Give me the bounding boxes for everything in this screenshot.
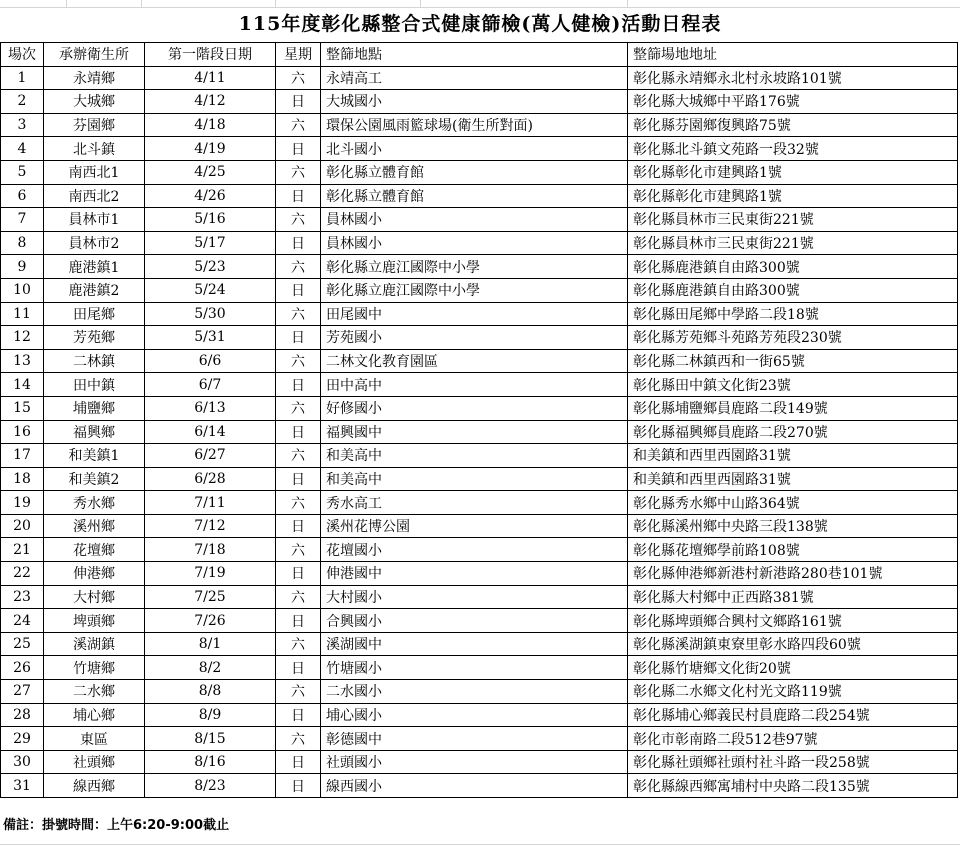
venue-address-cell: 彰化縣北斗鎮文苑路一段32號: [628, 137, 958, 161]
weekday-cell: 日: [276, 373, 321, 397]
session-number-cell: 21: [1, 538, 44, 562]
health-center-cell: 鹿港鎮2: [44, 278, 145, 302]
screening-location-cell: 彰化縣立鹿江國際中小學: [321, 278, 628, 302]
header-health-center: 承辦衛生所: [44, 43, 145, 67]
first-stage-date-cell: 5/23: [145, 255, 276, 279]
weekday-cell: 日: [276, 137, 321, 161]
table-row: [1, 255, 958, 279]
health-center-cell: 芳苑鄉: [44, 326, 145, 350]
document-title: 115年度彰化縣整合式健康篩檢(萬人健檢)活動日程表: [238, 13, 722, 35]
health-center-cell: 福興鄉: [44, 420, 145, 444]
screening-location-cell: 合興國小: [321, 609, 628, 633]
health-center-cell: 北斗鎮: [44, 137, 145, 161]
venue-address-cell: 和美鎮和西里西園路31號: [628, 444, 958, 468]
health-center-cell: 伸港鄉: [44, 562, 145, 586]
health-center-cell: 員林市1: [44, 208, 145, 232]
venue-address-cell: 彰化市彰南路二段512巷97號: [628, 727, 958, 751]
weekday-cell: 六: [276, 302, 321, 326]
venue-address-cell: 彰化縣線西鄉寓埔村中央路二段135號: [628, 774, 958, 798]
first-stage-date-cell: 5/16: [145, 208, 276, 232]
screening-location-cell: 二水國小: [321, 680, 628, 704]
table-row: [1, 302, 958, 326]
screening-location-cell: 福興國中: [321, 420, 628, 444]
session-number-cell: 28: [1, 703, 44, 727]
weekday-cell: 六: [276, 66, 321, 90]
session-number-cell: 15: [1, 396, 44, 420]
table-row: [1, 727, 958, 751]
weekday-cell: 六: [276, 538, 321, 562]
session-number-cell: 22: [1, 562, 44, 586]
screening-location-cell: 芳苑國小: [321, 326, 628, 350]
table-row: [1, 278, 958, 302]
venue-address-cell: 彰化縣福興鄉員鹿路二段270號: [628, 420, 958, 444]
first-stage-date-cell: 4/12: [145, 90, 276, 114]
table-row: [1, 231, 958, 255]
session-number-cell: 8: [1, 231, 44, 255]
table-row: [1, 609, 958, 633]
schedule-table: [0, 42, 958, 798]
health-center-cell: 二林鎮: [44, 349, 145, 373]
weekday-cell: 日: [276, 278, 321, 302]
weekday-cell: 日: [276, 774, 321, 798]
screening-location-cell: 二林文化教育園區: [321, 349, 628, 373]
first-stage-date-cell: 5/24: [145, 278, 276, 302]
weekday-cell: 日: [276, 231, 321, 255]
weekday-cell: 六: [276, 727, 321, 751]
screening-location-cell: 竹塘國小: [321, 656, 628, 680]
weekday-cell: 日: [276, 90, 321, 114]
session-number-cell: 13: [1, 349, 44, 373]
table-row: [1, 66, 958, 90]
screening-location-cell: 花壇國小: [321, 538, 628, 562]
session-number-cell: 9: [1, 255, 44, 279]
health-center-cell: 線西鄉: [44, 774, 145, 798]
session-number-cell: 30: [1, 750, 44, 774]
table-row: [1, 750, 958, 774]
session-number-cell: 12: [1, 326, 44, 350]
header-venue-address: 整篩場地地址: [628, 43, 958, 67]
table-row: [1, 396, 958, 420]
session-number-cell: 17: [1, 444, 44, 468]
venue-address-cell: 彰化縣鹿港鎮自由路300號: [628, 255, 958, 279]
venue-address-cell: 彰化縣彰化市建興路1號: [628, 160, 958, 184]
session-number-cell: 11: [1, 302, 44, 326]
first-stage-date-cell: 4/26: [145, 184, 276, 208]
table-row: [1, 467, 958, 491]
weekday-cell: 日: [276, 703, 321, 727]
weekday-cell: 六: [276, 632, 321, 656]
screening-location-cell: 伸港國中: [321, 562, 628, 586]
table-row: [1, 562, 958, 586]
session-number-cell: 25: [1, 632, 44, 656]
venue-address-cell: 彰化縣埔心鄉義民村員鹿路二段254號: [628, 703, 958, 727]
footnote-registration-time: 備註：掛號時間：上午6:20-9:00截止: [3, 818, 230, 833]
session-number-cell: 10: [1, 278, 44, 302]
table-row: [1, 703, 958, 727]
header-session: 場次: [1, 43, 44, 67]
screening-location-cell: 好修國小: [321, 396, 628, 420]
health-center-cell: 東區: [44, 727, 145, 751]
first-stage-date-cell: 5/31: [145, 326, 276, 350]
weekday-cell: 六: [276, 160, 321, 184]
first-stage-date-cell: 4/11: [145, 66, 276, 90]
session-number-cell: 14: [1, 373, 44, 397]
venue-address-cell: 彰化縣芳苑鄉斗苑路芳苑段230號: [628, 326, 958, 350]
table-row: [1, 514, 958, 538]
weekday-cell: 六: [276, 255, 321, 279]
first-stage-date-cell: 7/12: [145, 514, 276, 538]
table-row: [1, 349, 958, 373]
session-number-cell: 4: [1, 137, 44, 161]
first-stage-date-cell: 4/25: [145, 160, 276, 184]
first-stage-date-cell: 6/14: [145, 420, 276, 444]
session-number-cell: 27: [1, 680, 44, 704]
health-center-cell: 溪州鄉: [44, 514, 145, 538]
table-row: [1, 444, 958, 468]
session-number-cell: 29: [1, 727, 44, 751]
first-stage-date-cell: 4/19: [145, 137, 276, 161]
weekday-cell: 六: [276, 208, 321, 232]
first-stage-date-cell: 7/26: [145, 609, 276, 633]
sheet-gridline: [0, 844, 960, 845]
table-header-row: [1, 43, 958, 67]
venue-address-cell: 彰化縣永靖鄉永北村永坡路101號: [628, 66, 958, 90]
session-number-cell: 2: [1, 90, 44, 114]
health-center-cell: 和美鎮1: [44, 444, 145, 468]
screening-location-cell: 彰化縣立體育館: [321, 160, 628, 184]
weekday-cell: 日: [276, 750, 321, 774]
screening-location-cell: 北斗國小: [321, 137, 628, 161]
header-screening-location: 整篩地點: [321, 43, 628, 67]
first-stage-date-cell: 7/25: [145, 585, 276, 609]
session-number-cell: 26: [1, 656, 44, 680]
screening-location-cell: 田中高中: [321, 373, 628, 397]
table-row: [1, 538, 958, 562]
first-stage-date-cell: 8/15: [145, 727, 276, 751]
header-weekday: 星期: [276, 43, 321, 67]
venue-address-cell: 彰化縣彰化市建興路1號: [628, 184, 958, 208]
venue-address-cell: 彰化縣花壇鄉學前路108號: [628, 538, 958, 562]
screening-location-cell: 永靖高工: [321, 66, 628, 90]
first-stage-date-cell: 8/1: [145, 632, 276, 656]
table-row: [1, 137, 958, 161]
venue-address-cell: 彰化縣大城鄉中平路176號: [628, 90, 958, 114]
first-stage-date-cell: 8/8: [145, 680, 276, 704]
weekday-cell: 日: [276, 562, 321, 586]
weekday-cell: 日: [276, 656, 321, 680]
health-center-cell: 二水鄉: [44, 680, 145, 704]
venue-address-cell: 彰化縣伸港鄉新港村新港路280巷101號: [628, 562, 958, 586]
session-number-cell: 18: [1, 467, 44, 491]
table-row: [1, 491, 958, 515]
session-number-cell: 7: [1, 208, 44, 232]
table-row: [1, 184, 958, 208]
first-stage-date-cell: 6/7: [145, 373, 276, 397]
screening-location-cell: 溪湖國中: [321, 632, 628, 656]
health-center-cell: 鹿港鎮1: [44, 255, 145, 279]
session-number-cell: 20: [1, 514, 44, 538]
table-row: [1, 656, 958, 680]
screening-location-cell: 和美高中: [321, 467, 628, 491]
weekday-cell: 六: [276, 396, 321, 420]
venue-address-cell: 彰化縣二林鎮西和一街65號: [628, 349, 958, 373]
table-row: [1, 208, 958, 232]
screening-location-cell: 彰化縣立鹿江國際中小學: [321, 255, 628, 279]
table-row: [1, 373, 958, 397]
venue-address-cell: 彰化縣芬園鄉復興路75號: [628, 113, 958, 137]
session-number-cell: 6: [1, 184, 44, 208]
venue-address-cell: 彰化縣社頭鄉社頭村社斗路一段258號: [628, 750, 958, 774]
screening-location-cell: 大城國小: [321, 90, 628, 114]
table-row: [1, 632, 958, 656]
health-center-cell: 大村鄉: [44, 585, 145, 609]
venue-address-cell: 彰化縣竹塘鄉文化街20號: [628, 656, 958, 680]
screening-location-cell: 環保公園風雨籃球場(衛生所對面): [321, 113, 628, 137]
venue-address-cell: 彰化縣員林市三民東街221號: [628, 231, 958, 255]
health-center-cell: 埔心鄉: [44, 703, 145, 727]
screening-location-cell: 社頭國小: [321, 750, 628, 774]
venue-address-cell: 彰化縣溪湖鎮東寮里彰水路四段60號: [628, 632, 958, 656]
table-row: [1, 113, 958, 137]
first-stage-date-cell: 8/2: [145, 656, 276, 680]
health-center-cell: 社頭鄉: [44, 750, 145, 774]
session-number-cell: 24: [1, 609, 44, 633]
weekday-cell: 六: [276, 491, 321, 515]
first-stage-date-cell: 6/6: [145, 349, 276, 373]
session-number-cell: 3: [1, 113, 44, 137]
venue-address-cell: 彰化縣大村鄉中正西路381號: [628, 585, 958, 609]
health-center-cell: 員林市2: [44, 231, 145, 255]
screening-location-cell: 和美高中: [321, 444, 628, 468]
first-stage-date-cell: 7/18: [145, 538, 276, 562]
screening-location-cell: 秀水高工: [321, 491, 628, 515]
first-stage-date-cell: 7/11: [145, 491, 276, 515]
venue-address-cell: 彰化縣溪州鄉中央路三段138號: [628, 514, 958, 538]
screening-location-cell: 溪州花博公園: [321, 514, 628, 538]
screening-location-cell: 埔心國小: [321, 703, 628, 727]
weekday-cell: 日: [276, 514, 321, 538]
first-stage-date-cell: 5/30: [145, 302, 276, 326]
weekday-cell: 六: [276, 585, 321, 609]
health-center-cell: 南西北2: [44, 184, 145, 208]
weekday-cell: 日: [276, 326, 321, 350]
health-center-cell: 竹塘鄉: [44, 656, 145, 680]
table-row: [1, 326, 958, 350]
health-center-cell: 埔鹽鄉: [44, 396, 145, 420]
first-stage-date-cell: 8/9: [145, 703, 276, 727]
screening-location-cell: 員林國小: [321, 231, 628, 255]
first-stage-date-cell: 5/17: [145, 231, 276, 255]
first-stage-date-cell: 6/27: [145, 444, 276, 468]
table-row: [1, 585, 958, 609]
weekday-cell: 日: [276, 467, 321, 491]
first-stage-date-cell: 8/16: [145, 750, 276, 774]
screening-location-cell: 員林國小: [321, 208, 628, 232]
session-number-cell: 5: [1, 160, 44, 184]
health-center-cell: 秀水鄉: [44, 491, 145, 515]
table-row: [1, 680, 958, 704]
header-first-stage-date: 第一階段日期: [145, 43, 276, 67]
health-center-cell: 田尾鄉: [44, 302, 145, 326]
health-center-cell: 田中鎮: [44, 373, 145, 397]
weekday-cell: 日: [276, 609, 321, 633]
weekday-cell: 日: [276, 420, 321, 444]
venue-address-cell: 彰化縣埤頭鄉合興村文鄉路161號: [628, 609, 958, 633]
venue-address-cell: 彰化縣秀水鄉中山路364號: [628, 491, 958, 515]
venue-address-cell: 彰化縣員林市三民東街221號: [628, 208, 958, 232]
first-stage-date-cell: 7/19: [145, 562, 276, 586]
health-center-cell: 芬園鄉: [44, 113, 145, 137]
venue-address-cell: 和美鎮和西里西園路31號: [628, 467, 958, 491]
table-row: [1, 90, 958, 114]
weekday-cell: 六: [276, 349, 321, 373]
health-center-cell: 永靖鄉: [44, 66, 145, 90]
session-number-cell: 19: [1, 491, 44, 515]
screening-location-cell: 彰化縣立體育館: [321, 184, 628, 208]
screening-location-cell: 線西國小: [321, 774, 628, 798]
first-stage-date-cell: 6/13: [145, 396, 276, 420]
session-number-cell: 16: [1, 420, 44, 444]
screening-location-cell: 彰德國中: [321, 727, 628, 751]
weekday-cell: 日: [276, 184, 321, 208]
first-stage-date-cell: 4/18: [145, 113, 276, 137]
venue-address-cell: 彰化縣田中鎮文化街23號: [628, 373, 958, 397]
venue-address-cell: 彰化縣二水鄉文化村光文路119號: [628, 680, 958, 704]
venue-address-cell: 彰化縣鹿港鎮自由路300號: [628, 278, 958, 302]
weekday-cell: 六: [276, 113, 321, 137]
venue-address-cell: 彰化縣田尾鄉中學路二段18號: [628, 302, 958, 326]
table-row: [1, 774, 958, 798]
screening-location-cell: 大村國小: [321, 585, 628, 609]
health-center-cell: 埤頭鄉: [44, 609, 145, 633]
health-center-cell: 和美鎮2: [44, 467, 145, 491]
health-center-cell: 大城鄉: [44, 90, 145, 114]
weekday-cell: 六: [276, 444, 321, 468]
health-center-cell: 南西北1: [44, 160, 145, 184]
venue-address-cell: 彰化縣埔鹽鄉員鹿路二段149號: [628, 396, 958, 420]
session-number-cell: 31: [1, 774, 44, 798]
first-stage-date-cell: 6/28: [145, 467, 276, 491]
first-stage-date-cell: 8/23: [145, 774, 276, 798]
session-number-cell: 1: [1, 66, 44, 90]
health-center-cell: 花壇鄉: [44, 538, 145, 562]
session-number-cell: 23: [1, 585, 44, 609]
table-row: [1, 160, 958, 184]
table-row: [1, 420, 958, 444]
weekday-cell: 六: [276, 680, 321, 704]
screening-location-cell: 田尾國中: [321, 302, 628, 326]
health-center-cell: 溪湖鎮: [44, 632, 145, 656]
